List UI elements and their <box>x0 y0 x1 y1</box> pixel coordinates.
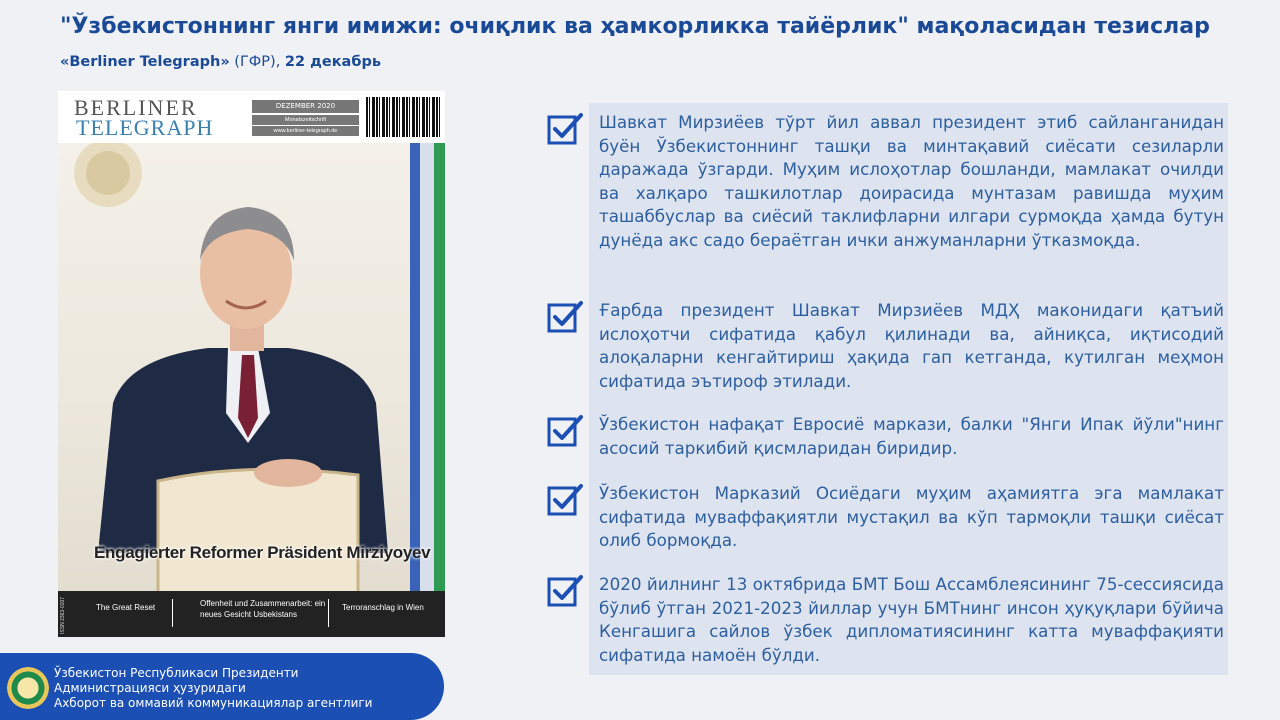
masthead-name-line1: BERLINER <box>74 95 198 120</box>
cover-topic-1: The Great Reset <box>96 603 156 612</box>
issn: ISSN 2363-0197 <box>60 597 66 634</box>
checkbox-check-icon <box>547 111 583 145</box>
thesis-item <box>589 474 1228 553</box>
magazine-cover <box>58 91 445 637</box>
source-date: 22 декабрь <box>284 54 381 70</box>
source-country: (ГФР), <box>229 54 285 70</box>
masthead-name-line2: TELEGRAPH <box>76 115 214 140</box>
issue-date: DEZEMBER 2020 <box>252 100 359 113</box>
cover-headline: Engagierter Reformer Präsident Mirziyoyev <box>94 543 431 562</box>
thesis-text: Шавкат Мирзиёев тўрт йил аввал президент этиб сайланганидан буён Ўзбекистоннинг ташқи ва минтақавий сиёсати сезиларли даражада ўзгарди. Муҳим ислоҳотлар бошланди, мамлакат очилди ва халқаро ташкилотлар доирасида мунтазам равишда муҳим ташаббуслар ва сиёсий таклифларни илгари сурмоқда ҳамда бутун дунёда акс садо бераётган ички анжуманларни ўтказмоқда. <box>599 112 1224 250</box>
masthead-info <box>252 100 359 138</box>
thesis-item <box>589 291 1228 393</box>
divider <box>328 599 329 627</box>
thesis-text: Ғарбда президент Шавкат Мирзиёев МДҲ маконидаги қатъий ислоҳотчи сифатида қабул қилинади ва, айниқса, иқтисодий алоқаларни кенгайтириш ҳақида гап кетганда, кутилган меҳмон сифатида эътироф этилади. <box>599 300 1224 391</box>
thesis-text: Ўзбекистон Марказий Осиёдаги муҳим аҳамиятга эга мамлакат сифатида муваффақиятли мустақил ва кўп тармоқли ташқи сиёсат олиб бормоқда. <box>599 483 1224 551</box>
agency-name <box>54 666 372 711</box>
hands <box>254 459 322 487</box>
agency-line-3: Ахборот ва оммавий коммуникациялар агентлиги <box>54 696 373 710</box>
thesis-item <box>589 405 1228 460</box>
thesis-text: 2020 йилнинг 13 октябрида БМТ Бош Ассамблеясининг 75-сессиясида бўлиб ўтган 2021-2023 йиллар учун БМТнинг инсон ҳуқуқлари бўйича Кенгашига сайлов ўзбек дипломатиясининг катта муваффақияти сифатида намоён бўлди. <box>599 574 1224 665</box>
thesis-text: Ўзбекистон нафақат Евросиё маркази, балки "Янги Ипак йўли"нинг асосий таркибий қисмларидан биридир. <box>599 414 1224 458</box>
flag-green <box>434 143 445 593</box>
source-name: «Berliner Telegraph» <box>60 54 230 70</box>
chair <box>158 469 358 593</box>
masthead-website: www.berliner-telegraph.de <box>252 126 359 136</box>
thesis-item <box>589 565 1228 667</box>
masthead <box>58 91 445 143</box>
checkbox-check-icon <box>547 413 583 447</box>
agency-footer <box>0 653 444 720</box>
masthead-subline: Monatszeitschrift <box>252 115 359 125</box>
agency-line-2: Администрацияси ҳузуридаги <box>54 681 246 695</box>
checkbox-check-icon <box>547 482 583 516</box>
source-line <box>60 54 381 70</box>
theses-panel <box>589 103 1228 675</box>
cover-bottom-strip <box>58 591 445 637</box>
state-emblem-icon <box>7 667 49 709</box>
checkbox-check-icon <box>547 299 583 333</box>
portrait-illustration <box>58 143 445 593</box>
thesis-item <box>589 103 1228 253</box>
divider <box>172 599 173 627</box>
checkbox-check-icon <box>547 573 583 607</box>
page-title: "Ўзбекистоннинг янги имижи: очиқлик ва ҳамкорликка тайёрлик" мақоласидан тезислар <box>60 14 1210 39</box>
cover-topic-3: Terroranschlag in Wien <box>342 603 424 612</box>
cover-photo <box>58 143 445 593</box>
agency-line-1: Ўзбекистон Республикаси Президенти <box>54 666 299 680</box>
cover-topic-2: Offenheit und Zusammenarbeit: ein neues Gesicht Usbekistans <box>200 599 326 619</box>
barcode <box>366 97 440 137</box>
